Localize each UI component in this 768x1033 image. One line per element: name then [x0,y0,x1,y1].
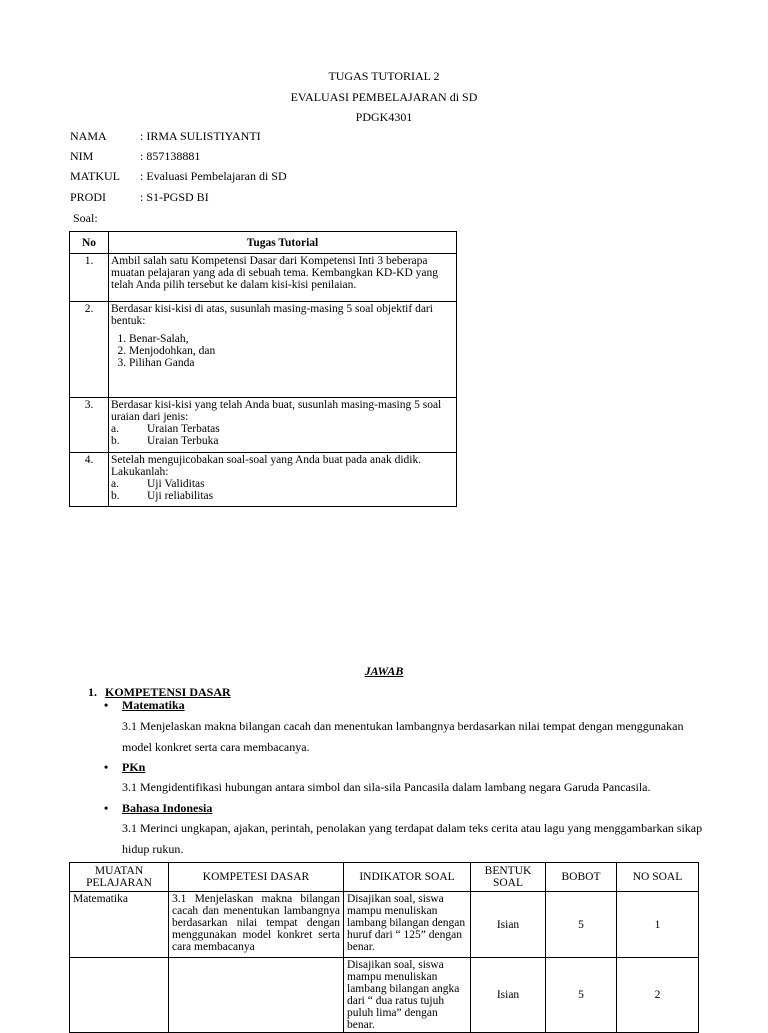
cell-muatan: Matematika [70,892,169,958]
soal-label: Soal: [73,211,98,225]
row-text: Berdasar kisi-kisi yang telah Anda buat, susunlah masing-masing 5 soal uraian dari jenis: [111,399,442,423]
info-value-nim: : 857138881 [140,149,201,163]
section-number: 1. [88,685,97,699]
item-text: Uraian Terbatas [147,423,220,435]
list-item [111,435,454,447]
row-number: 4. [70,453,109,507]
header-no-soal: NO SOAL [617,863,699,892]
subject-title-pkn: PKn [122,760,146,774]
item-text: Uji reliabilitas [147,490,214,502]
row-cell [109,453,457,507]
table-row [70,302,457,398]
list-item [111,490,454,502]
item-letter: a. [111,478,119,490]
info-value-matkul: : Evaluasi Pembelajaran di SD [140,169,287,183]
header-kompetensi: KOMPETESI DASAR [169,863,344,892]
header-no: No [70,232,109,254]
table-row [70,892,699,958]
item-letter: a. [111,423,119,435]
kd-text-matematika: 3.1 Menjelaskan makna bilangan cacah dan menentukan lambangnya berdasarkan nilai tempat dengan menggunakan model konkret serta cara membacanya. [122,719,684,754]
cell-kompetensi [169,958,344,1033]
cell-no-soal: 2 [617,958,699,1033]
item-text: Uji Validitas [147,478,205,490]
header-bentuk: BENTUK SOAL [471,863,546,892]
row-text: Ambil salah satu Kompetensi Dasar dari Kompetensi Inti 3 beberapa muatan pelajaran yang ada di sebuah tema. Kembangkan KD-KD yang telah Anda pilih tersebut ke dalam kisi-kisi penilaian. [109,254,457,302]
bullet-icon: • [104,698,109,712]
cell-indikator: Disajikan soal, siswa mampu menuliskan lambang bilangan dengan huruf dari “ 125” dengan benar. [344,892,471,958]
tugas-table [69,231,457,507]
row-text: Setelah mengujicobakan soal-soal yang Anda buat pada anak didik. Lakukanlah: [111,454,422,478]
header-muatan: MUATAN PELAJARAN [70,863,169,892]
cell-no-soal: 1 [617,892,699,958]
table-header-row [70,863,699,892]
cell-muatan [70,958,169,1033]
header-indikator: INDIKATOR SOAL [344,863,471,892]
info-value-prodi: : S1-PGSD BI [140,190,209,204]
table-header-row [70,232,457,254]
jawab-heading: JAWAB [364,664,404,678]
cell-bentuk: Isian [471,958,546,1033]
doc-title-line2: EVALUASI PEMBELAJARAN di SD [290,90,478,104]
row-number: 1. [70,254,109,302]
list-item [111,478,454,490]
table-row [70,453,457,507]
info-label-matkul: MATKUL [70,169,120,183]
row-text: Berdasar kisi-kisi di atas, susunlah masing-masing 5 soal objektif dari bentuk: [111,303,433,327]
cell-bobot: 5 [546,892,617,958]
list-item [111,423,454,435]
header-tugas: Tugas Tutorial [109,232,457,254]
bentuk-list [111,333,454,369]
table-row [70,398,457,453]
item-text: Uraian Terbuka [147,435,219,447]
info-label-nim: NIM [70,149,94,163]
doc-title-line3: PDGK4301 [355,110,413,124]
cell-bentuk: Isian [471,892,546,958]
doc-title-line1: TUGAS TUTORIAL 2 [328,69,440,83]
row-cell [109,398,457,453]
item-letter: b. [111,490,120,502]
table-row [70,958,699,1033]
item-letter: b. [111,435,120,447]
info-label-nama: NAMA [70,129,107,143]
subject-title-matematika: Matematika [122,698,185,712]
row-number: 3. [70,398,109,453]
kisi-kisi-table [69,862,699,1033]
bullet-icon: • [104,760,109,774]
info-label-prodi: PRODI [70,190,107,204]
header-bobot: BOBOT [546,863,617,892]
row-cell [109,302,457,398]
cell-kompetensi: 3.1 Menjelaskan makna bilangan cacah dan menentukan lambangnya berdasarkan nilai tempat dengan menggunakan model konkret serta cara membacanya [169,892,344,958]
cell-indikator: Disajikan soal, siswa mampu menuliskan lambang bilangan angka dari “ dua ratus tujuh puluh lima” dengan benar. [344,958,471,1033]
table-row [70,254,457,302]
kd-text-pkn: 3.1 Mengidentifikasi hubungan antara simbol dan sila-sila Pancasila dalam lambang negara Garuda Pancasila. [122,780,651,794]
bullet-icon: • [104,801,109,815]
cell-bobot: 5 [546,958,617,1033]
kd-text-bahasa-indonesia: 3.1 Merinci ungkapan, ajakan, perintah, penolakan yang terdapat dalam teks cerita atau lagu yang menggambarkan sikap hidup rukun. [122,821,703,856]
info-value-nama: : IRMA SULISTIYANTI [140,129,261,143]
row-number: 2. [70,302,109,398]
subject-title-bahasa-indonesia: Bahasa Indonesia [122,801,213,815]
list-item: 2. Menjodohkan, dan [129,345,454,357]
section-title: KOMPETENSI DASAR [105,685,231,699]
list-item: 1. Benar-Salah, [129,333,454,345]
list-item: 3. Pilihan Ganda [129,357,454,369]
